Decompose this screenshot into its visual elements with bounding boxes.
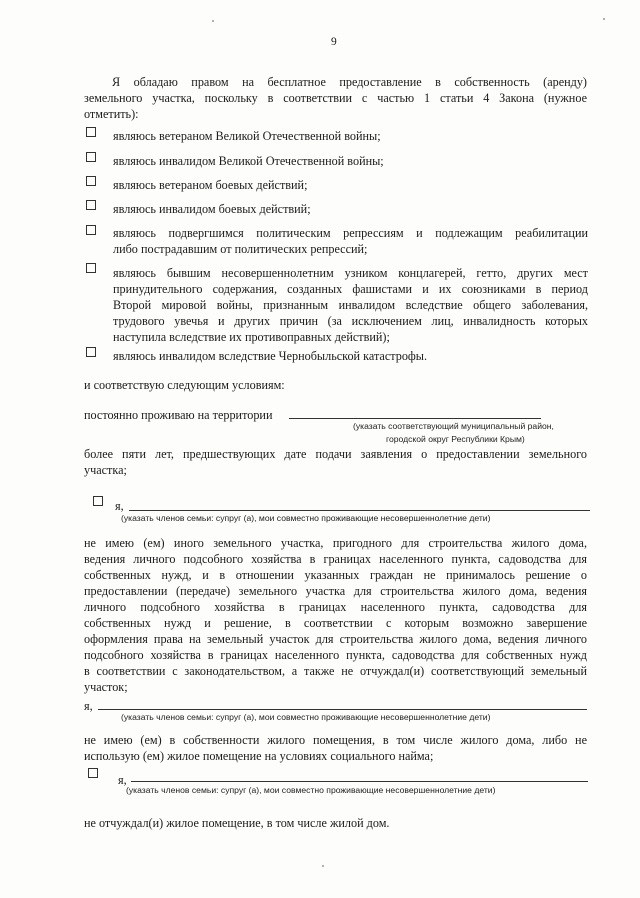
block1-line-10: участок; xyxy=(84,680,128,694)
block1-line-4: предоставлении (передаче) земельного участка для строительства жилого дома, ведения xyxy=(84,584,587,598)
block1-line-6: собственных нужд и решение, в соответствии с которым возможно завершение xyxy=(84,616,587,630)
block2-line-1: не имею (ем) в собственности жилого помещения, в том числе жилого дома, либо не xyxy=(84,733,587,747)
intro-line-3: отметить): xyxy=(84,107,139,121)
block1-line-3: собственных нужд, и в отношении указанных граждан не принималось решение о xyxy=(84,568,587,582)
family-3-ya: я, xyxy=(118,773,127,787)
residence-label: постоянно проживаю на территории xyxy=(84,408,273,422)
block1-line-8: подсобного хозяйства в границах населенного пункта, садоводства для собственных нужд xyxy=(84,648,587,662)
option-5-line-2: либо пострадавшим от политических репрессий; xyxy=(113,242,368,256)
residence-cont-2: участка; xyxy=(84,463,127,477)
option-1-line-1: являюсь ветераном Великой Отечественной войны; xyxy=(113,129,381,143)
family-3-input-line[interactable] xyxy=(131,781,588,782)
option-6-line-5: наступила вследствие их противоправных действий); xyxy=(113,330,390,344)
option-6-line-3: Второй мировой войны, признанным инвалидом вследствие общего заболевания, xyxy=(113,298,588,312)
block1-line-1: не имею (ем) иного земельного участка, пригодного для строительства жилого дома, xyxy=(84,536,587,550)
closing-text: не отчуждал(и) жилое помещение, в том числе жилой дом. xyxy=(84,816,390,830)
family-1-input-line[interactable] xyxy=(129,510,590,511)
option-checkbox-3[interactable] xyxy=(86,176,96,186)
option-checkbox-4[interactable] xyxy=(86,200,96,210)
option-checkbox-5[interactable] xyxy=(86,225,96,235)
scan-speck xyxy=(322,865,324,867)
conditions-intro: и соответствую следующим условиям: xyxy=(84,378,285,392)
family-checkbox-3[interactable] xyxy=(88,768,98,778)
option-2-line-1: являюсь инвалидом Великой Отечественной войны; xyxy=(113,154,384,168)
page-number: 9 xyxy=(331,36,337,48)
option-4-line-1: являюсь инвалидом боевых действий; xyxy=(113,202,311,216)
family-2-input-line[interactable] xyxy=(98,709,587,710)
option-checkbox-2[interactable] xyxy=(86,152,96,162)
option-checkbox-6[interactable] xyxy=(86,263,96,273)
option-3-line-1: являюсь ветераном боевых действий; xyxy=(113,178,308,192)
option-6-line-4: трудового увечья и других причин (за исключением лиц, инвалидность которых xyxy=(113,314,588,328)
block1-line-9: в соответствии с законодательством, а также не отчуждал(и) соответствующий земельный xyxy=(84,664,587,678)
intro-line-1: Я обладаю правом на бесплатное предоставление в собственность (аренду) xyxy=(112,75,587,89)
scan-speck xyxy=(603,18,605,20)
residence-cont-1: более пяти лет, предшествующих дате подачи заявления о предоставлении земельного xyxy=(84,447,587,461)
residence-input-line[interactable] xyxy=(289,418,541,419)
block1-line-2: ведения личного подсобного хозяйства в границах населенного пункта, садоводства для xyxy=(84,552,587,566)
block1-line-7: оформления права на земельный участок для строительства жилого дома, ведения личного xyxy=(84,632,587,646)
option-6-line-2: принудительного содержания, созданных фашистами и их союзниками в период xyxy=(113,282,588,296)
block2-line-2: использую (ем) жилое помещение на условиях социального найма; xyxy=(84,749,434,763)
block1-line-5: личного подсобного хозяйства в границах населенного пункта, садоводства для xyxy=(84,600,587,614)
option-6-line-1: являюсь бывшим несовершеннолетним узником концлагерей, гетто, других мест xyxy=(113,266,588,280)
family-2-hint: (указать членов семьи: супруг (а), мои совместно проживающие несовершеннолетние дети) xyxy=(121,712,491,722)
option-checkbox-7[interactable] xyxy=(86,347,96,357)
family-1-ya: я, xyxy=(115,499,124,513)
option-checkbox-1[interactable] xyxy=(86,127,96,137)
family-2-ya: я, xyxy=(84,699,93,713)
family-1-hint: (указать членов семьи: супруг (а), мои совместно проживающие несовершеннолетние дети) xyxy=(121,513,491,523)
option-5-line-1: являюсь подвергшимся политическим репрессиям и подлежащим реабилитации xyxy=(113,226,588,240)
option-7-line-1: являюсь инвалидом вследствие Чернобыльской катастрофы. xyxy=(113,349,428,363)
intro-line-2: земельного участка, поскольку в соответствии с частью 1 статьи 4 Закона (нужное xyxy=(84,91,587,105)
residence-hint-2: городской округ Республики Крым) xyxy=(386,434,525,444)
scan-speck xyxy=(212,20,214,22)
residence-hint-1: (указать соответствующий муниципальный район, xyxy=(353,421,554,431)
family-3-hint: (указать членов семьи: супруг (а), мои совместно проживающие несовершеннолетние дети) xyxy=(126,785,496,795)
family-checkbox-1[interactable] xyxy=(93,496,103,506)
